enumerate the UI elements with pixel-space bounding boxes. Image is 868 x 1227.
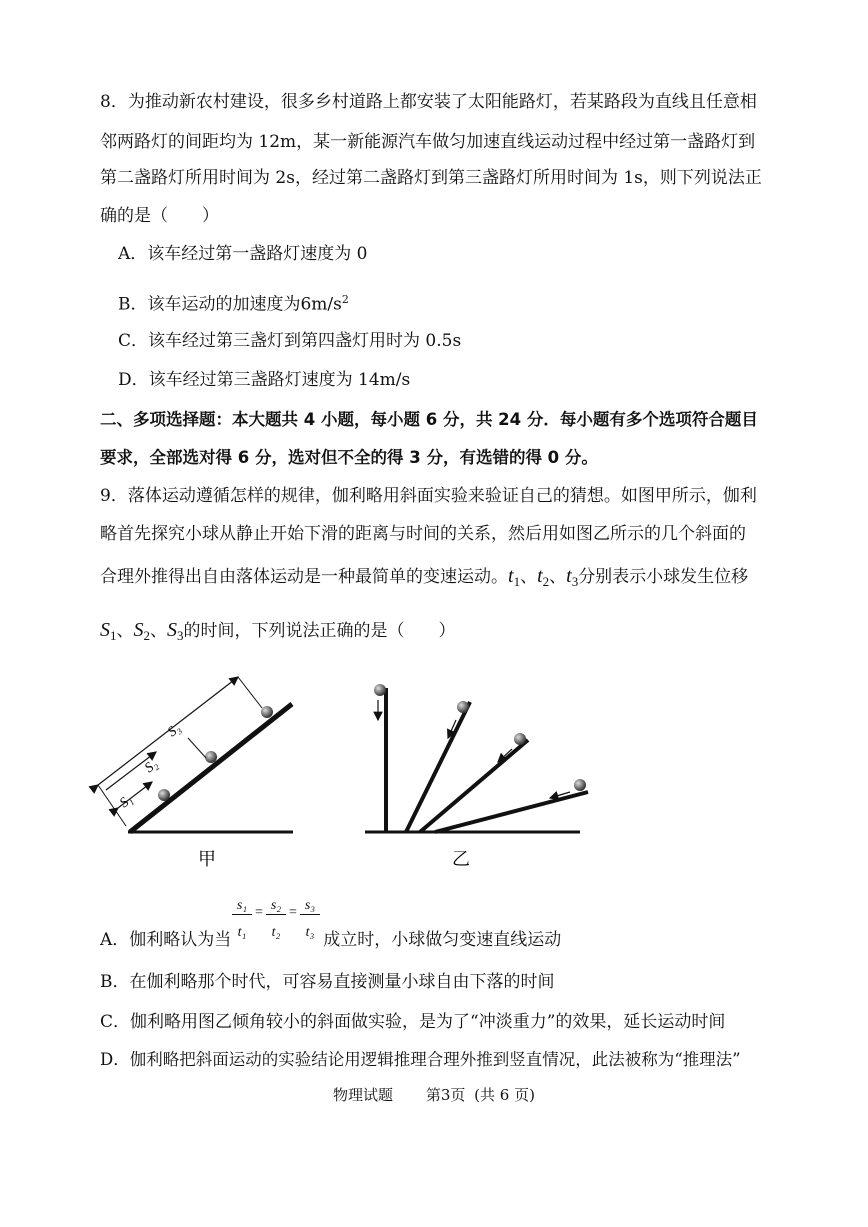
ball-medium [514, 733, 526, 745]
footer-page: 第3页 [425, 1086, 466, 1104]
q9-stem-line-3: 合理外推得出自由落体运动是一种最简单的变速运动。$t_1$、$t_2$、$t_3$分别表示小球发生位移 [100, 565, 749, 589]
fraction-s2-t2: $\frac{\text{s₂}}{\text{t₂}}$ [266, 898, 286, 941]
q9-option-c: C．伽利略用图乙倾角较小的斜面做实验，是为了“冲淡重力”的效果，延长运动时间 [100, 1012, 726, 1032]
label-s3: S₃ [165, 721, 184, 741]
q9-option-a: A．伽利略认为当 成立时，小球做匀变速直线运动 [100, 930, 562, 950]
q8-option-d: D．该车经过第三盏路灯速度为 14m/s [118, 370, 411, 390]
q9-option-b: B．在伽利略那个时代，可容易直接测量小球自由下落的时间 [100, 972, 555, 992]
figure-jia [98, 677, 293, 870]
q8-stem-line-3: 第二盏路灯所用时间为 2s，经过第二盏路灯到第三盏路灯所用时间为 1s，则下列说法正 [100, 168, 762, 188]
ball-shallow [574, 779, 586, 791]
q9-option-d: D．伽利略把斜面运动的实验结论用逻辑推理合理外推到竖直情况，此法被称为“推理法” [100, 1050, 741, 1069]
fraction-s1-t1: $\frac{\text{s₁}}{\text{t₁}}$ [232, 898, 252, 941]
ball-steep [457, 701, 469, 713]
label-s1: S₁ [117, 792, 136, 812]
q9-stem-line-4: $S_1$、$S_2$、$S_3$的时间，下列说法正确的是（ ） [100, 619, 456, 643]
medium-incline [420, 740, 528, 832]
ball-s3 [261, 706, 273, 718]
figure-jia-label: 甲 [198, 849, 216, 870]
q8-option-c: C．该车经过第三盏灯到第四盏灯用时为 0.5s [118, 331, 462, 351]
page-footer [0, 1084, 868, 1105]
footer-total: (共 6 页) [474, 1086, 535, 1104]
steep-incline [406, 702, 470, 832]
ball-s2 [205, 751, 217, 763]
q9-stem-line-1: 9．落体运动遵循怎样的规律，伽利略用斜面实验来验证自己的猜想。如图甲所示，伽利 [100, 486, 757, 506]
ball-vertical [374, 684, 386, 696]
q8-stem-line-2: 邻两路灯的间距均为 12m，某一新能源汽车做匀加速直线运动过程中经过第一盏路灯到 [100, 132, 756, 152]
q8-stem-line-4: 确的是（ ） [100, 206, 219, 226]
label-s2: S₂ [142, 757, 161, 777]
q8-option-b: B．该车运动的加速度为$6m/s^2$ [118, 293, 349, 315]
section-2-heading-line-1: 二、多项选择题：本大题共 4 小题，每小题 6 分，共 24 分．每小题有多个选项符合题目 [100, 410, 758, 429]
fraction-s3-t3: $\frac{\text{s₃}}{\text{t₃}}$ [300, 898, 320, 941]
figure-yi [365, 684, 588, 870]
figure-yi-label: 乙 [452, 849, 470, 870]
q9-stem-line-2: 略首先探究小球从静止开始下滑的距离与时间的关系，然后用如图乙所示的几个斜面的 [100, 524, 746, 544]
q8-option-a: A．该车经过第一盏路灯速度为 0 [118, 244, 368, 264]
footer-subject: 物理试题 [333, 1086, 394, 1104]
q8-stem-line-1: 8．为推动新农村建设，很多乡村道路上都安装了太阳能路灯，若某路段为直线且任意相 [100, 92, 757, 112]
ball-s1 [158, 789, 170, 801]
section-2-heading-line-2: 要求，全部选对得 6 分，选对但不全的得 3 分，有选错的得 0 分。 [100, 448, 598, 467]
galileo-incline-figure [0, 660, 868, 880]
